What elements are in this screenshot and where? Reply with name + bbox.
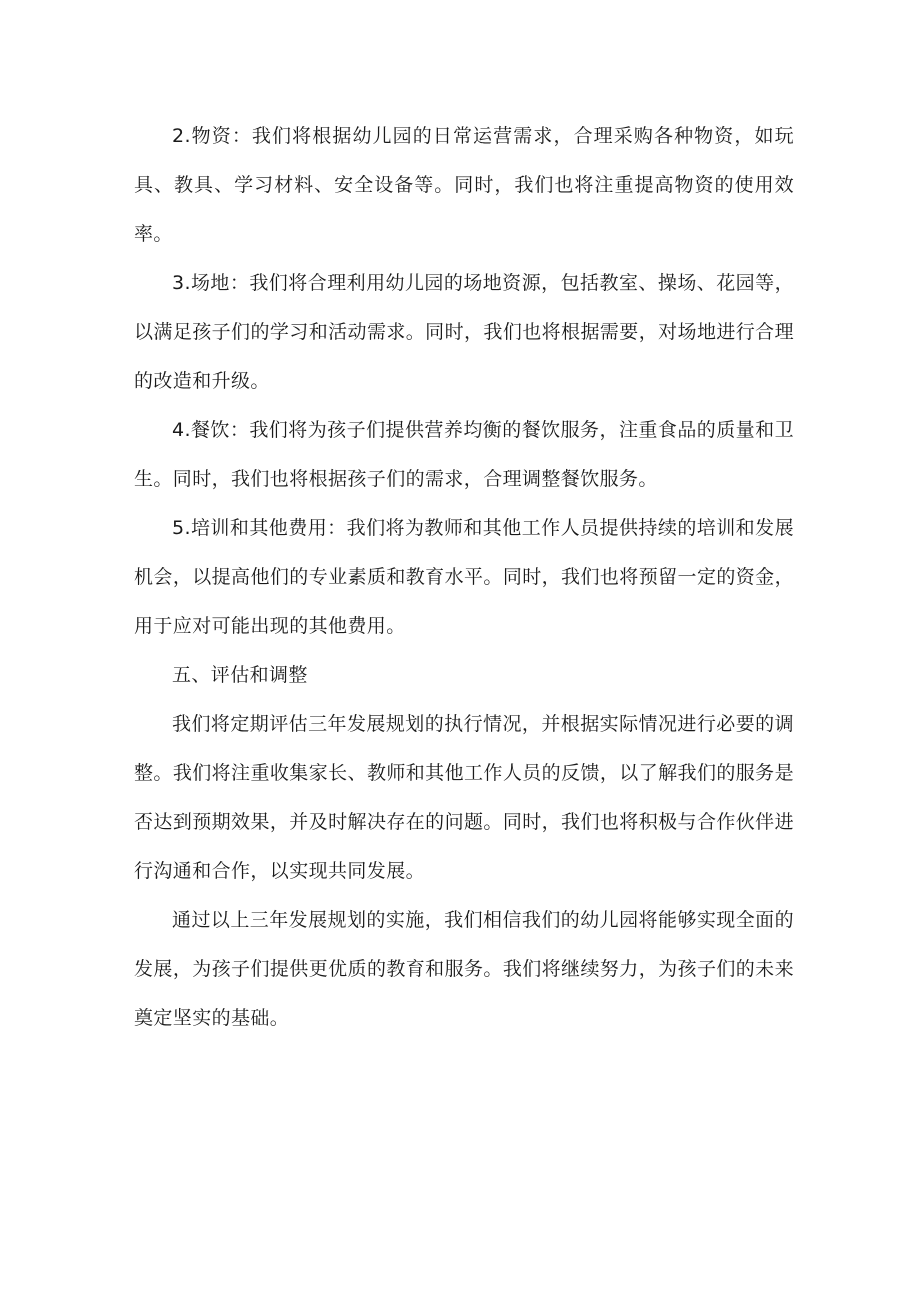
paragraph-training: 5.培训和其他费用：我们将为教师和其他工作人员提供持续的培训和发展机会，以提高他们的专业素质和教育水平。同时，我们也将预留一定的资金，用于应对可能出现的其他费用。 [134, 517, 794, 637]
paragraph-venue: 3.场地：我们将合理利用幼儿园的场地资源，包括教室、操场、花园等，以满足孩子们的学习和活动需求。同时，我们也将根据需要，对场地进行合理的改造和升级。 [134, 272, 794, 392]
paragraph-supplies: 2.物资：我们将根据幼儿园的日常运营需求，合理采购各种物资，如玩具、教具、学习材料、安全设备等。同时，我们也将注重提高物资的使用效率。 [134, 125, 794, 245]
paragraph-catering: 4.餐饮：我们将为孩子们提供营养均衡的餐饮服务，注重食品的质量和卫生。同时，我们也将根据孩子们的需求，合理调整餐饮服务。 [134, 419, 794, 490]
paragraph-conclusion: 通过以上三年发展规划的实施，我们相信我们的幼儿园将能够实现全面的发展，为孩子们提供更优质的教育和服务。我们将继续努力，为孩子们的未来奠定坚实的基础。 [134, 909, 794, 1029]
section-heading-evaluation: 五、评估和调整 [172, 664, 308, 686]
document-body [134, 112, 794, 1043]
paragraph-evaluation: 我们将定期评估三年发展规划的执行情况，并根据实际情况进行必要的调整。我们将注重收集家长、教师和其他工作人员的反馈，以了解我们的服务是否达到预期效果，并及时解决存在的问题。同时，我们也将积极与合作伙伴进行沟通和合作，以实现共同发展。 [134, 713, 794, 882]
